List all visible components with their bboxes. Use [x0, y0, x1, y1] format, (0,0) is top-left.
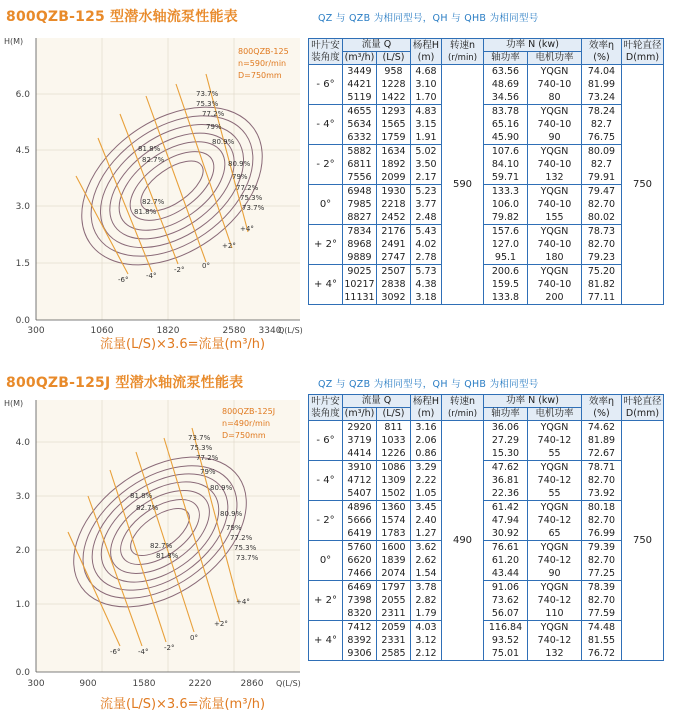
cell-head: 3.16 2.06 0.86	[411, 421, 442, 461]
cell-head: 4.03 3.12 2.12	[411, 621, 442, 661]
legend-speed: n=490r/min	[222, 419, 271, 428]
cell-flow-ls: 1600 1839 2074	[377, 541, 411, 581]
cell-efficiency: 80.18 82.70 76.99	[582, 501, 622, 541]
table-row	[309, 581, 664, 621]
eff-label: 80.9%	[228, 160, 251, 168]
cell-angle: + 4°	[309, 265, 343, 305]
cell-motor-power: YQGN 740-12 65	[528, 501, 582, 541]
header-diameter: 叶轮直径D(mm)	[623, 39, 662, 63]
x-tick: 900	[79, 679, 97, 689]
x-tick: 1060	[90, 326, 114, 336]
cell-flow-m3h: 6469 7398 8320	[343, 581, 377, 621]
cell-efficiency: 75.20 81.82 77.11	[582, 265, 622, 305]
table-row	[309, 105, 664, 145]
header-speed: 转速n (r/min)	[442, 39, 484, 65]
header-m3h: (m³/h)	[343, 408, 377, 421]
eff-label: 77.2%	[196, 454, 219, 462]
cell-shaft-power: 157.6 127.0 95.1	[484, 225, 528, 265]
table-row	[309, 65, 664, 105]
cell-efficiency: 74.04 81.99 73.24	[582, 65, 622, 105]
y-tick: 0.0	[15, 668, 30, 678]
cell-motor-power: YQGN 740-10 132	[528, 145, 582, 185]
table-row	[309, 265, 664, 305]
cell-flow-ls: 1930 2218 2452	[377, 185, 411, 225]
performance-table	[308, 394, 664, 661]
cell-efficiency: 74.62 81.89 72.67	[582, 421, 622, 461]
cell-flow-ls: 1293 1565 1759	[377, 105, 411, 145]
cell-shaft-power: 83.78 65.16 45.90	[484, 105, 528, 145]
eff-label: 80.9%	[210, 484, 233, 492]
x-axis-unit: Q(L/S)	[276, 679, 301, 688]
eff-label: 79%	[206, 123, 222, 131]
cell-shaft-power: 133.3 106.0 79.82	[484, 185, 528, 225]
legend-diameter: D=750mm	[222, 431, 266, 440]
eff-label: 79%	[226, 524, 242, 532]
x-tick: 2860	[240, 679, 264, 689]
angle-label: +4°	[236, 598, 250, 606]
header-head: 杨程H (m)	[411, 39, 442, 65]
cell-flow-ls: 1797 2055 2311	[377, 581, 411, 621]
cell-flow-ls: 2507 2838 3092	[377, 265, 411, 305]
legend-model: 800QZB-125J	[222, 407, 276, 416]
header-efficiency: 效率η (%)	[582, 395, 622, 421]
cell-motor-power: YQGN 740-10 90	[528, 105, 582, 145]
table-body	[309, 65, 664, 305]
cell-flow-m3h: 4655 5634 6332	[343, 105, 377, 145]
cell-motor-power: YQGN 740-10 200	[528, 265, 582, 305]
cell-motor-power: YQGN 740-12 55	[528, 461, 582, 501]
chart-legend	[238, 47, 289, 80]
cell-angle: - 4°	[309, 105, 343, 145]
conversion-formula: 流量(L/S)×3.6=流量(m³/h)	[100, 337, 266, 352]
cell-motor-power: YQGN 740-12 90	[528, 541, 582, 581]
table-row	[309, 421, 664, 461]
angle-label: -6°	[110, 648, 121, 656]
cell-flow-m3h: 3910 4712 5407	[343, 461, 377, 501]
cell-angle: - 2°	[309, 145, 343, 185]
legend-model: 800QZB-125	[238, 47, 289, 56]
y-tick: 2.0	[15, 546, 30, 556]
cell-flow-m3h: 3449 4421 5119	[343, 65, 377, 105]
cell-shaft-power: 36.06 27.29 15.30	[484, 421, 528, 461]
angle-label: +2°	[214, 620, 228, 628]
cell-flow-m3h: 9025 10217 11131	[344, 266, 375, 303]
legend-diameter: D=750mm	[238, 71, 282, 80]
pump-panel-1	[0, 0, 690, 352]
y-tick: 0.0	[15, 316, 30, 326]
eff-label: 81.8%	[138, 145, 161, 153]
cell-efficiency: 78.73 82.70 79.23	[582, 225, 622, 265]
eff-label: 79%	[200, 468, 216, 476]
y-tick: 6.0	[15, 90, 30, 100]
table-body	[309, 421, 664, 661]
header-m3h: (m³/h)	[343, 52, 377, 65]
model-note: QZ 与 QZB 为相同型号，QH 与 QHB 为相同型号	[318, 379, 539, 390]
performance-chart	[0, 392, 306, 712]
cell-efficiency: 80.09 82.7 79.91	[582, 145, 622, 185]
x-tick: 2580	[222, 326, 246, 336]
cell-flow-m3h: 7412 8392 9306	[343, 621, 377, 661]
cell-angle: + 2°	[309, 225, 343, 265]
header-head: 杨程H (m)	[411, 395, 442, 421]
cell-diameter: 750	[622, 421, 664, 661]
angle-label: -4°	[138, 648, 149, 656]
eff-label: 75.3%	[240, 194, 263, 202]
eff-label: 75.3%	[190, 444, 213, 452]
eff-label: 79%	[232, 173, 248, 181]
x-tick: 1580	[132, 679, 156, 689]
eff-label: 75.3%	[234, 544, 257, 552]
header-diameter: 叶轮直径D(mm)	[623, 395, 662, 419]
cell-flow-m3h: 6948 7985 8827	[343, 185, 377, 225]
header-efficiency: 效率η (%)	[582, 39, 622, 65]
eff-label: 77.2%	[230, 534, 253, 542]
eff-label: 80.9%	[220, 510, 243, 518]
cell-shaft-power: 200.6 159.5 133.8	[484, 265, 528, 305]
cell-motor-power: YQGN 740-12 110	[528, 581, 582, 621]
eff-label: 81.8%	[130, 492, 153, 500]
cell-angle: - 4°	[309, 461, 343, 501]
cell-flow-ls: 1634 1892 2099	[377, 145, 411, 185]
header-angle: 叶片安装角度	[309, 39, 343, 65]
eff-label: 73.7%	[188, 434, 211, 442]
table-row	[309, 621, 664, 661]
cell-flow-ls: 958 1228 1422	[377, 65, 411, 105]
angle-label: -2°	[174, 266, 185, 274]
model-note: QZ 与 QZB 为相同型号，QH 与 QHB 为相同型号	[318, 13, 539, 24]
table-row	[309, 461, 664, 501]
x-tick: 2220	[188, 679, 212, 689]
eff-label: 77.2%	[202, 110, 225, 118]
angle-label: 0°	[190, 634, 198, 642]
y-axis-label: H(M)	[4, 399, 24, 408]
cell-speed: 490	[442, 421, 484, 661]
cell-flow-m3h: 7834 8968 9889	[343, 225, 377, 265]
header-flow: 流量 Q	[343, 395, 411, 408]
cell-efficiency: 74.48 81.55 76.72	[582, 621, 622, 661]
cell-head: 3.45 2.40 1.27	[411, 501, 442, 541]
eff-label: 81.8%	[134, 208, 157, 216]
y-tick: 1.0	[15, 600, 30, 610]
angle-label: +4°	[240, 225, 254, 233]
cell-shaft-power: 61.42 47.94 30.92	[484, 501, 528, 541]
eff-label: 75.3%	[196, 100, 219, 108]
cell-head: 5.02 3.50 2.17	[411, 145, 442, 185]
header-motor-power: 电机功率	[528, 52, 582, 65]
cell-angle: - 6°	[309, 65, 343, 105]
angle-label: -2°	[164, 644, 175, 652]
conversion-formula: 流量(L/S)×3.6=流量(m³/h)	[100, 697, 266, 712]
header-shaft-power: 轴功率	[484, 408, 528, 421]
cell-angle: - 6°	[309, 421, 343, 461]
eff-label: 82.7%	[142, 156, 165, 164]
table-row	[309, 541, 664, 581]
y-tick: 1.5	[15, 259, 30, 269]
cell-motor-power: YQGN 740-12 55	[528, 421, 582, 461]
cell-shaft-power: 107.6 84.10 59.71	[484, 145, 528, 185]
cell-angle: - 2°	[309, 501, 343, 541]
header-shaft-power: 轴功率	[484, 52, 528, 65]
cell-head: 5.73 4.38 3.18	[411, 265, 442, 305]
cell-head: 3.29 2.22 1.05	[411, 461, 442, 501]
pump-panel-2	[0, 366, 690, 712]
panel-title: 800QZB-125J 型潜水轴流泵性能表	[6, 375, 244, 391]
table-row	[309, 185, 664, 225]
cell-flow-m3h: 2920 3719 4414	[343, 421, 377, 461]
cell-motor-power: YQGN 740-10 155	[528, 185, 582, 225]
cell-head: 3.62 2.62 1.54	[411, 541, 442, 581]
header-speed: 转速n (r/min)	[442, 395, 484, 421]
eff-label: 82.7%	[136, 504, 159, 512]
cell-flow-ls: 1360 1574 1783	[377, 501, 411, 541]
cell-head: 3.78 2.82 1.79	[411, 581, 442, 621]
cell-shaft-power: 47.62 36.81 22.36	[484, 461, 528, 501]
cell-efficiency: 79.47 82.70 80.02	[582, 185, 622, 225]
cell-flow-ls: 811 1033 1226	[377, 421, 411, 461]
cell-motor-power: YQGN 740-10 80	[528, 65, 582, 105]
y-tick: 3.0	[15, 492, 30, 502]
y-tick: 4.5	[15, 146, 30, 156]
eff-label: 73.7%	[196, 90, 219, 98]
cell-diameter: 750	[622, 65, 664, 305]
eff-label: 77.2%	[236, 184, 259, 192]
cell-shaft-power: 63.56 48.69 34.56	[484, 65, 528, 105]
x-tick: 300	[27, 326, 45, 336]
cell-angle: 0°	[309, 541, 343, 581]
cell-speed: 590	[442, 65, 484, 305]
cell-angle: + 2°	[309, 581, 343, 621]
table-row	[309, 145, 664, 185]
cell-efficiency: 78.39 82.70 77.59	[582, 581, 622, 621]
y-axis-label: H(M)	[4, 37, 24, 46]
cell-angle: + 4°	[309, 621, 343, 661]
header-motor-power: 电机功率	[528, 408, 582, 421]
cell-flow-m3h: 5760 6620 7466	[343, 541, 377, 581]
y-tick: 4.0	[15, 438, 30, 448]
cell-head: 5.43 4.02 2.78	[411, 225, 442, 265]
table-row	[309, 501, 664, 541]
cell-efficiency: 79.39 82.70 77.25	[582, 541, 622, 581]
x-tick: 1820	[156, 326, 180, 336]
eff-label: 80.9%	[212, 138, 235, 146]
header-power: 功率 N (kw)	[484, 395, 582, 408]
angle-label: -6°	[118, 276, 129, 284]
eff-label: 81.8%	[156, 552, 179, 560]
cell-head: 4.68 3.10 1.70	[411, 65, 442, 105]
cell-head: 5.23 3.77 2.48	[411, 185, 442, 225]
performance-table	[308, 38, 664, 305]
cell-shaft-power: 76.61 61.20 43.44	[484, 541, 528, 581]
angle-label: 0°	[202, 262, 210, 270]
x-tick: 3340	[258, 326, 282, 336]
angle-label: -4°	[146, 272, 157, 280]
x-axis-unit: Q(L/S)	[278, 326, 303, 335]
cell-motor-power: YQGN 740-10 180	[528, 225, 582, 265]
header-angle: 叶片安装角度	[309, 395, 343, 421]
x-tick: 300	[27, 679, 45, 689]
angle-label: +2°	[222, 242, 236, 250]
cell-shaft-power: 116.84 93.52 75.01	[484, 621, 528, 661]
cell-angle: 0°	[309, 185, 343, 225]
header-ls: (L/S)	[377, 52, 411, 65]
y-tick: 3.0	[15, 202, 30, 212]
header-ls: (L/S)	[377, 408, 411, 421]
cell-efficiency: 78.24 82.7 76.75	[582, 105, 622, 145]
panel-title: 800QZB-125 型潜水轴流泵性能表	[6, 9, 238, 25]
cell-head: 4.83 3.15 1.91	[411, 105, 442, 145]
cell-flow-ls: 2176 2491 2747	[377, 225, 411, 265]
eff-label: 82.7%	[142, 198, 165, 206]
eff-label: 73.7%	[242, 204, 265, 212]
cell-flow-m3h: 5882 6811 7556	[343, 145, 377, 185]
cell-shaft-power: 91.06 73.62 56.07	[484, 581, 528, 621]
header-flow: 流量 Q	[343, 39, 411, 52]
header-power: 功率 N (kw)	[484, 39, 582, 52]
eff-label: 73.7%	[236, 554, 259, 562]
cell-flow-ls: 1086 1309 1502	[377, 461, 411, 501]
cell-motor-power: YQGN 740-12 132	[528, 621, 582, 661]
performance-chart	[0, 26, 306, 352]
cell-flow-ls: 2059 2331 2585	[377, 621, 411, 661]
legend-speed: n=590r/min	[238, 59, 287, 68]
cell-flow-m3h: 4896 5666 6419	[343, 501, 377, 541]
cell-efficiency: 78.71 82.70 73.92	[582, 461, 622, 501]
eff-label: 82.7%	[150, 542, 173, 550]
table-row	[309, 225, 664, 265]
